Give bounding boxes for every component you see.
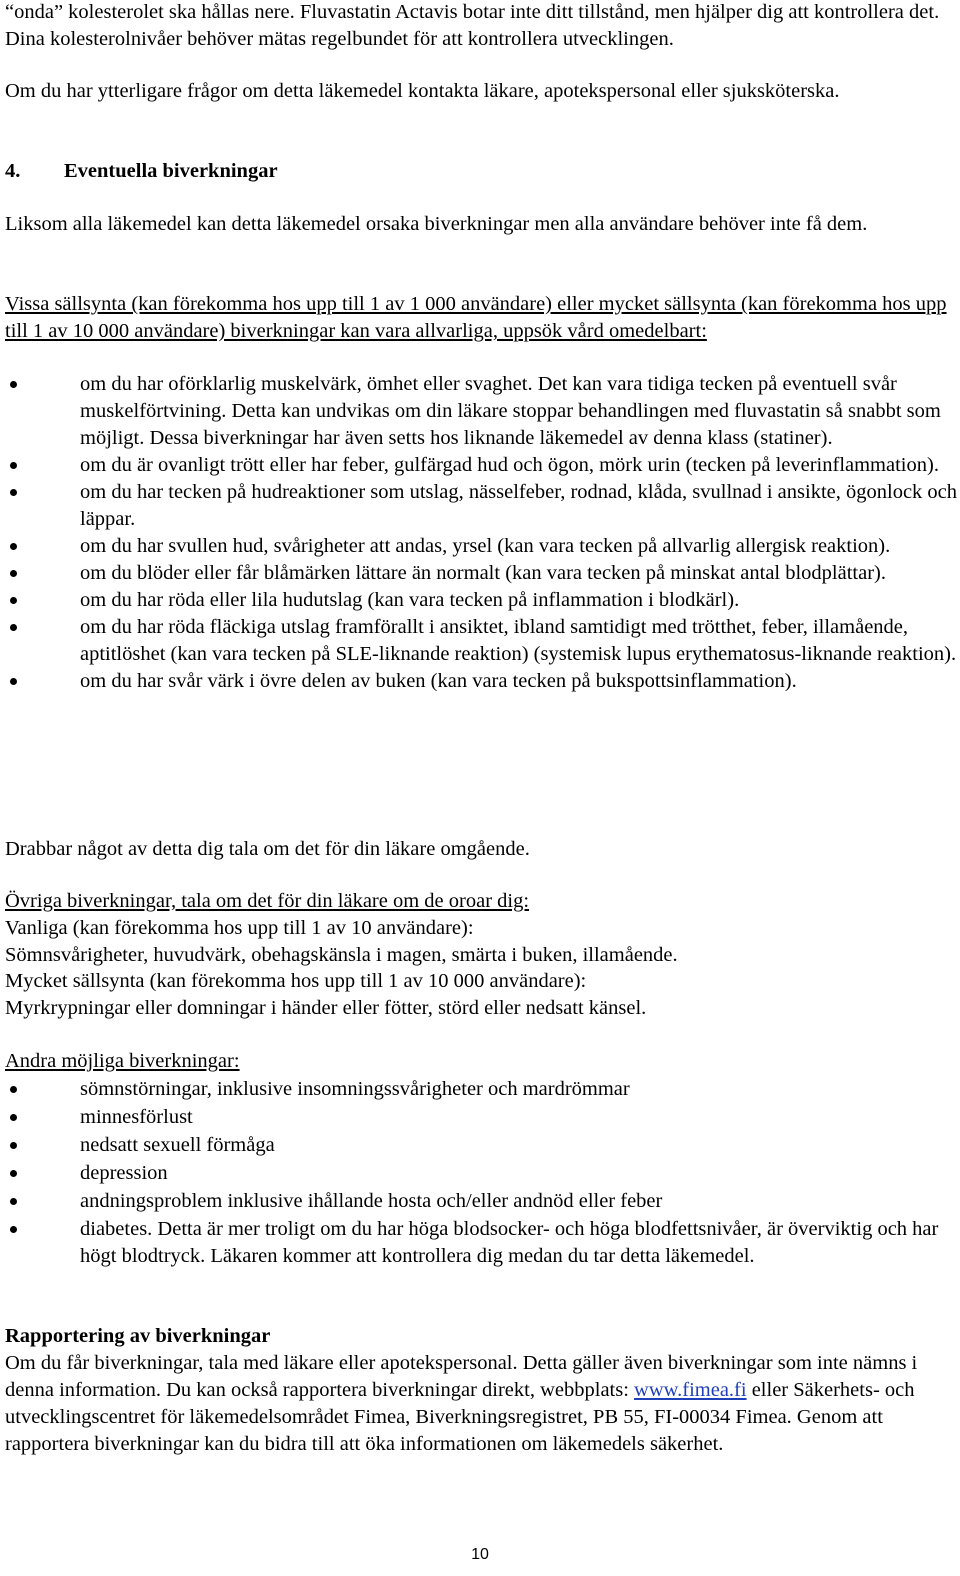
list-item: om du har tecken på hudreaktioner som utslag, nässelfeber, rodnad, klåda, svullnad i ansikte, ögonlock och läppar. bbox=[5, 479, 957, 533]
list-item: om du har svullen hud, svårigheter att andas, yrsel (kan vara tecken på allvarlig allergisk reaktion). bbox=[5, 533, 957, 560]
section-number: 4. bbox=[5, 160, 21, 182]
bullet-icon bbox=[10, 1114, 17, 1121]
other-effects-heading: Övriga biverkningar, tala om det för din läkare om de oroar dig: bbox=[5, 890, 530, 912]
possible-effects-list bbox=[5, 1076, 957, 1270]
bullet-icon bbox=[10, 570, 17, 577]
list-item: om du har oförklarlig muskelvärk, ömhet eller svaghet. Det kan vara tidiga tecken på eventuell svår muskelförtvining. Detta kan undvikas om din läkare stoppar behandlingen med fluvastatin så snabbt som möjligt. Dessa biverkningar har även setts hos liknande läkemedel av denna klass (statiner). bbox=[5, 371, 957, 452]
list-item: om du har svår värk i övre delen av buken (kan vara tecken på bukspottsinflammation). bbox=[5, 668, 957, 695]
serious-effects-intro: Vissa sällsynta (kan förekomma hos upp till 1 av 1 000 användare) eller mycket sällsynta (kan förekomma hos upp till 1 av 10 000 användare) biverkningar kan vara allvarliga, uppsök vård omedelbart: bbox=[5, 293, 947, 342]
list-item: om du har röda fläckiga utslag framförallt i ansiktet, ibland samtidigt med trötthet, feber, illamående, aptitlöshet (kan vara tecken på SLE-liknande reaktion) (systemisk lupus erythematosus-liknande reaktion). bbox=[5, 614, 957, 668]
reporting-paragraph: Om du får biverkningar, tala med läkare eller apotekspersonal. Detta gäller även biverkningar som inte nämns i denna information. Du kan också rapportera biverkningar direkt, webbplats: www.fimea.fi eller Säkerhets- och utvecklingscentret för läkemedelsområdet Fimea, Biverkningsregistret, PB 55, FI-00034 Fimea. Genom att rapportera biverkningar kan du bidra till att öka informationen om läkemedels säkerhet. bbox=[5, 1352, 918, 1455]
list-item: minnesförlust bbox=[5, 1104, 957, 1131]
section-4-intro: Liksom alla läkemedel kan detta läkemedel orsaka biverkningar men alla användare behöver inte få dem. bbox=[5, 213, 868, 235]
serious-effects-outro: Drabbar något av detta dig tala om det för din läkare omgående. bbox=[5, 838, 530, 860]
common-frequency-label: Vanliga (kan förekomma hos upp till 1 av 10 användare): bbox=[5, 917, 474, 939]
reporting-heading: Rapportering av biverkningar bbox=[5, 1325, 271, 1347]
bullet-icon bbox=[10, 543, 17, 550]
list-item: om du blöder eller får blåmärken lättare än normalt (kan vara tecken på minskat antal blodplättar). bbox=[5, 560, 957, 587]
section-title: Eventuella biverkningar bbox=[64, 160, 278, 182]
very-rare-frequency-label: Mycket sällsynta (kan förekomma hos upp till 1 av 10 000 användare): bbox=[5, 970, 587, 992]
bullet-icon bbox=[10, 489, 17, 496]
section-4-heading bbox=[5, 158, 957, 185]
common-effects-text: Sömnsvårigheter, huvudvärk, obehagskänsla i magen, smärta i buken, illamående. bbox=[5, 944, 678, 966]
very-rare-effects-text: Myrkrypningar eller domningar i händer eller fötter, störd eller nedsatt känsel. bbox=[5, 997, 647, 1019]
bullet-icon bbox=[10, 462, 17, 469]
fimea-link[interactable]: www.fimea.fi bbox=[634, 1379, 747, 1401]
list-item: sömnstörningar, inklusive insomningssvårigheter och mardrömmar bbox=[5, 1076, 957, 1103]
list-item: depression bbox=[5, 1160, 957, 1187]
bullet-icon bbox=[10, 1198, 17, 1205]
serious-effects-list bbox=[5, 371, 957, 695]
bullet-icon bbox=[10, 1142, 17, 1149]
page-number: 10 bbox=[471, 1546, 489, 1563]
list-item: diabetes. Detta är mer troligt om du har höga blodsocker- och höga blodfettsnivåer, är överviktig och har högt blodtryck. Läkaren kommer att kontrollera dig medan du tar detta läkemedel. bbox=[5, 1216, 957, 1270]
list-item: om du är ovanligt trött eller har feber, gulfärgad hud och ögon, mörk urin (tecken på leverinflammation). bbox=[5, 452, 957, 479]
bullet-icon bbox=[10, 381, 17, 388]
intro-paragraph: “onda” kolesterolet ska hållas nere. Fluvastatin Actavis botar inte ditt tillstånd, men hjälper dig att kontrollera det. Dina kolesterolnivåer behöver mätas regelbundet för att kontrollera utvecklingen. bbox=[5, 1, 940, 50]
intro-questions-paragraph: Om du har ytterligare frågor om detta läkemedel kontakta läkare, apotekspersonal eller sjuksköterska. bbox=[5, 80, 840, 102]
possible-effects-heading: Andra möjliga biverkningar: bbox=[5, 1050, 240, 1072]
list-item: om du har röda eller lila hudutslag (kan vara tecken på inflammation i blodkärl). bbox=[5, 587, 957, 614]
bullet-icon bbox=[10, 1170, 17, 1177]
list-item: nedsatt sexuell förmåga bbox=[5, 1132, 957, 1159]
bullet-icon bbox=[10, 1226, 17, 1233]
bullet-icon bbox=[10, 597, 17, 604]
bullet-icon bbox=[10, 678, 17, 685]
list-item: andningsproblem inklusive ihållande hosta och/eller andnöd eller feber bbox=[5, 1188, 957, 1215]
bullet-icon bbox=[10, 1086, 17, 1093]
bullet-icon bbox=[10, 624, 17, 631]
